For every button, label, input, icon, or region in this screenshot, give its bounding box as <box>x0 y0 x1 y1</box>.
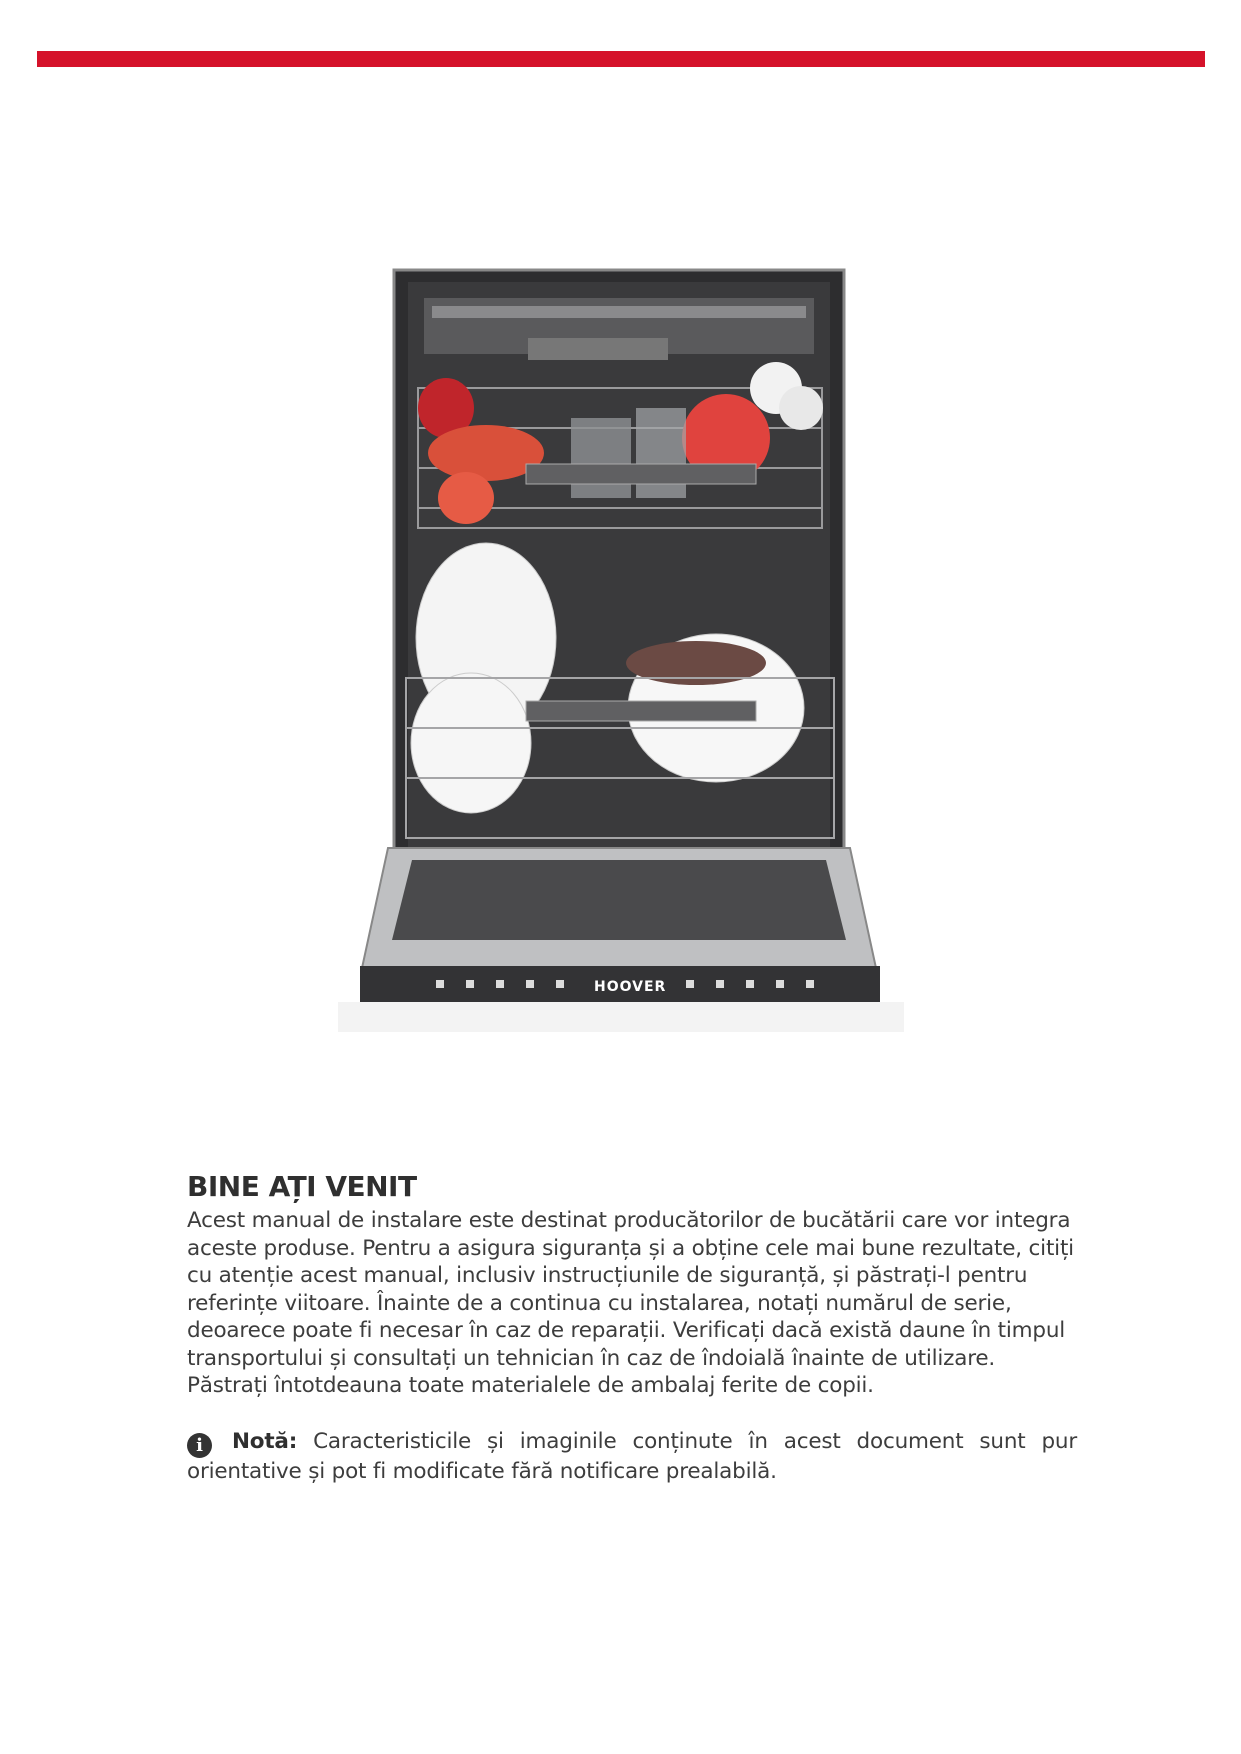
info-icon: i <box>187 1433 212 1458</box>
welcome-section <box>187 1170 1077 1485</box>
dishwasher-brand-label: HOOVER <box>594 979 667 995</box>
note-paragraph <box>187 1428 1077 1486</box>
welcome-body: Acest manual de instalare este destinat producătorilor de bucătării care vor integra aceste produse. Pentru a asigura siguranța și a obține cele mai bune rezultate, citiți cu atenție acest manual, inclusiv instrucțiunile de siguranță, și păstrați-l pentru referințe viitoare. Înainte de a continua cu instalarea, notați numărul de serie, deoarece poate fi necesar în caz de reparații. Verificați dacă există daune în timpul transportului și consultați un tehnician în caz de îndoială înainte de utilizare. Păstrați întotdeauna toate materialele de ambalaj ferite de copii. <box>187 1208 1074 1398</box>
welcome-title: BINE AȚI VENIT <box>187 1170 417 1203</box>
dishwasher-image <box>336 268 910 1034</box>
header-accent-bar <box>37 51 1205 67</box>
note-text: Caracteristicile și imaginile conținute în acest document sunt pur orientative și pot fi modificate fără notificare prealabilă. <box>187 1428 1077 1484</box>
note-label: Notă: <box>231 1428 298 1454</box>
